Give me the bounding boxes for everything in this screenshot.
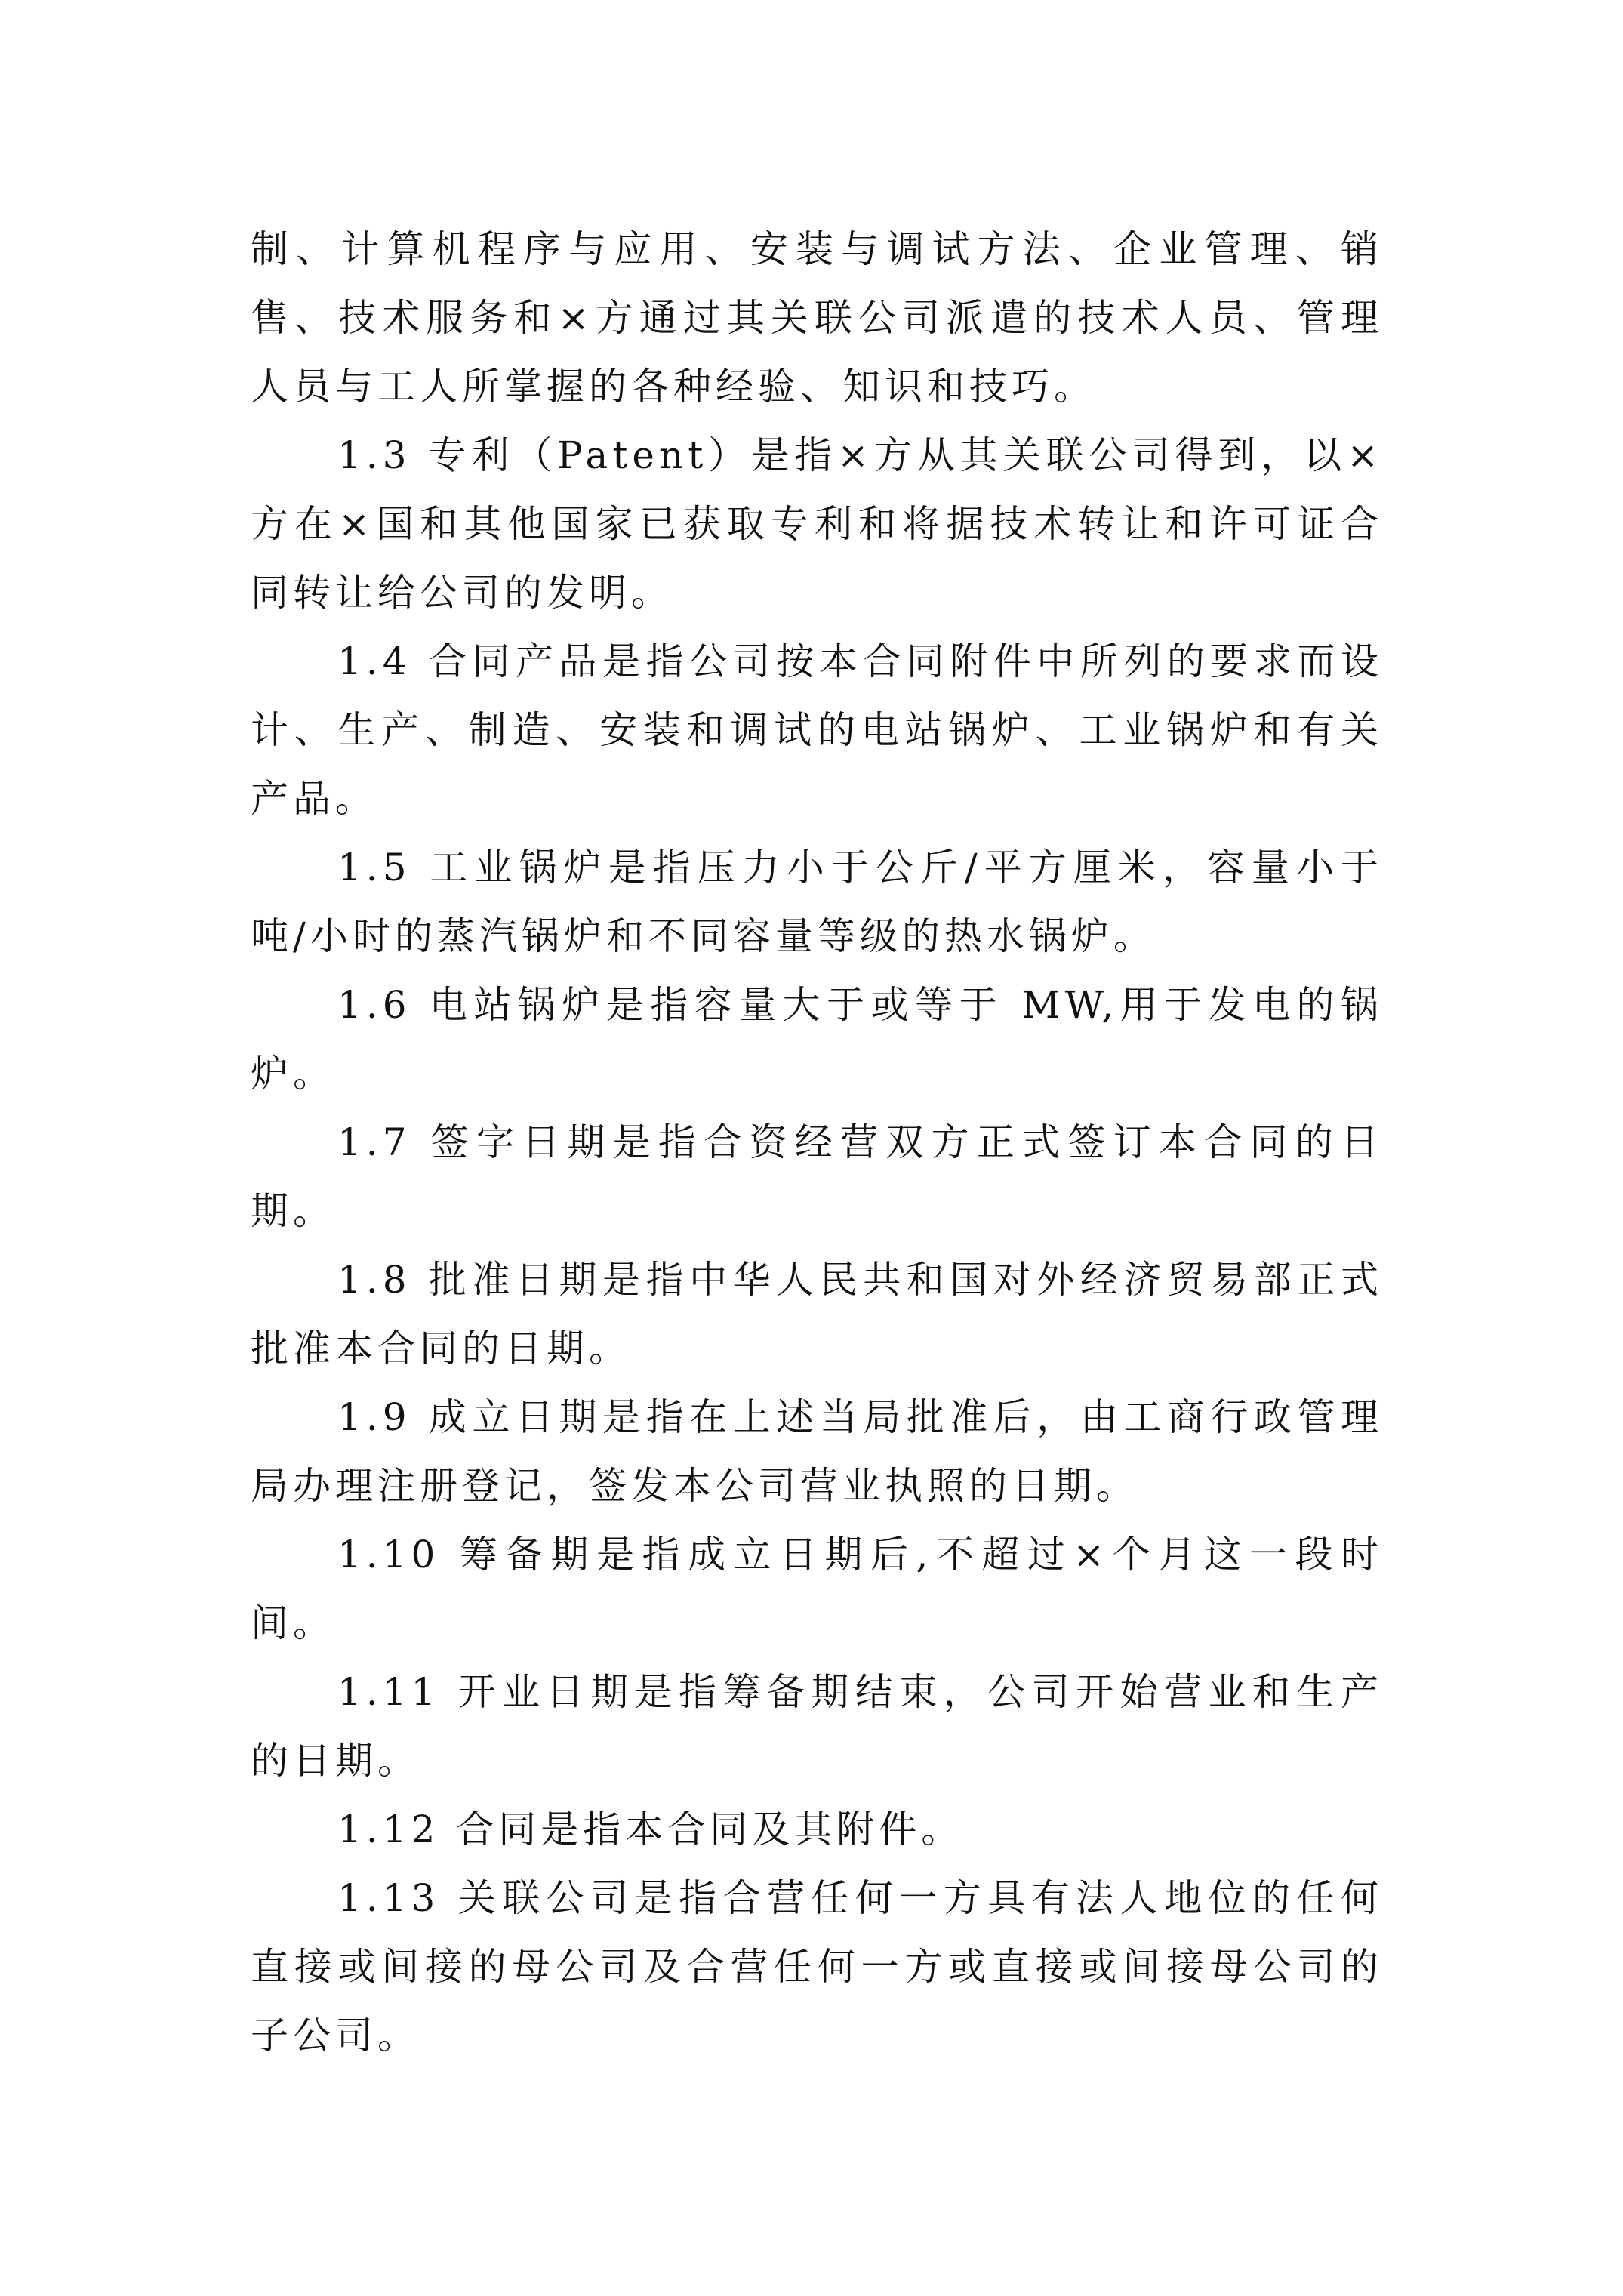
- paragraph-1-6-power-boiler: 1.6 电站锅炉是指容量大于或等于 MW,用于发电的锅炉。: [251, 983, 1383, 1096]
- paragraph-1-3-patent: 1.3 专利（Patent）是指×方从其关联公司得到，以×方在×国和其他国家已获取专利和将据技术转让和许可证合同转让给公司的发明。: [251, 433, 1383, 615]
- paragraph-1-12-contract: 1.12 合同是指本合同及其附件。: [337, 1808, 964, 1851]
- paragraph-1-11-opening-date: 1.11 开业日期是指筹备期结束，公司开始营业和生产的日期。: [251, 1670, 1383, 1783]
- paragraph-1-10-preparation-period: 1.10 筹备期是指成立日期后,不超过×个月这一段时间。: [251, 1533, 1383, 1645]
- paragraph-continuation: 制、计算机程序与应用、安装与调试方法、企业管理、销售、技术服务和×方通过其关联公司派遣的技术人员、管理人员与工人所掌握的各种经验、知识和技巧。: [251, 227, 1383, 408]
- paragraph-1-7-signing-date: 1.7 签字日期是指合资经营双方正式签订本合同的日期。: [251, 1120, 1383, 1233]
- paragraph-1-8-approval-date: 1.8 批准日期是指中华人民共和国对外经济贸易部正式批准本合同的日期。: [251, 1258, 1383, 1370]
- document-body: [251, 215, 1383, 2070]
- paragraph-1-4-contract-products: 1.4 合同产品是指公司按本合同附件中所列的要求而设计、生产、制造、安装和调试的电站锅炉、工业锅炉和有关产品。: [251, 639, 1383, 821]
- paragraph-1-9-establishment-date: 1.9 成立日期是指在上述当局批准后，由工商行政管理局办理注册登记，签发本公司营业执照的日期。: [251, 1395, 1383, 1508]
- paragraph-1-5-industrial-boiler: 1.5 工业锅炉是指压力小于公斤/平方厘米，容量小于吨/小时的蒸汽锅炉和不同容量等级的热水锅炉。: [251, 846, 1383, 958]
- paragraph-1-13-affiliated-company: 1.13 关联公司是指合营任何一方具有法人地位的任何直接或间接的母公司及合营任何一方或直接或间接母公司的子公司。: [251, 1876, 1383, 2057]
